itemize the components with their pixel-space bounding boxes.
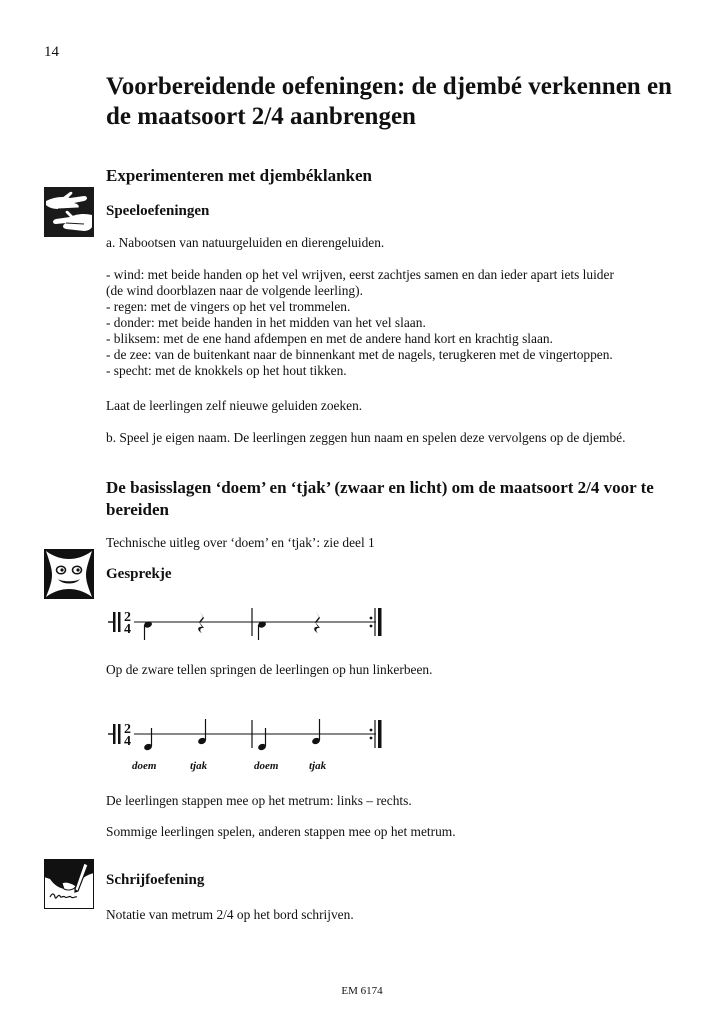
sound-line: - regen: met de vingers op het vel trommelen. bbox=[106, 299, 351, 314]
footer-code: EM 6174 bbox=[341, 985, 383, 997]
label-tjak: tjak bbox=[309, 760, 327, 772]
closing-text: Laat de leerlingen zelf nieuwe geluiden zoeken. bbox=[106, 398, 363, 413]
schrijfoefening-text: Notatie van metrum 2/4 op het bord schrijven. bbox=[106, 907, 354, 922]
time-signature-top: 2 bbox=[124, 610, 131, 625]
talking-face-icon bbox=[44, 549, 94, 599]
after-staff2-text-2: Sommige leerlingen spelen, anderen stappen mee op het metrum. bbox=[106, 824, 456, 839]
sound-line: - specht: met de knokkels op het hout tikken. bbox=[106, 363, 347, 378]
percussion-clef-bar bbox=[113, 612, 116, 632]
page-title: Voorbereidende oefeningen: de djembé verkennen en de maatsoort 2/4 aanbrengen bbox=[106, 73, 672, 130]
section-title-basisslagen: De basisslagen ‘doem’ en ‘tjak’ (zwaar en licht) om de maatsoort 2/4 voor te bereiden bbox=[106, 478, 654, 519]
percussion-clef-bar bbox=[113, 724, 116, 744]
sound-line: - bliksem: met de ene hand afdempen en met de andere hand kort en krachtig slaan. bbox=[106, 331, 553, 346]
sound-list bbox=[106, 267, 614, 379]
writing-hand-icon bbox=[44, 859, 94, 909]
time-signature-bottom: 4 bbox=[124, 734, 131, 749]
subheading-speeloefeningen: Speeloefeningen bbox=[106, 203, 210, 219]
technical-note: Technische uitleg over ‘doem’ en ‘tjak’: zie deel 1 bbox=[106, 535, 375, 550]
after-staff1-text: Op de zware tellen springen de leerlingen op hun linkerbeen. bbox=[106, 662, 433, 677]
sound-line: - donder: met beide handen in het midden van het vel slaan. bbox=[106, 315, 426, 330]
repeat-dot bbox=[370, 625, 373, 628]
percussion-clef-bar bbox=[118, 724, 121, 744]
repeat-dot bbox=[370, 729, 373, 732]
subheading-schrijfoefening: Schrijfoefening bbox=[106, 872, 205, 888]
after-staff2-text-1: De leerlingen stappen mee op het metrum: links – rechts. bbox=[106, 793, 412, 808]
label-doem: doem bbox=[132, 760, 157, 772]
rhythm-staff-2 bbox=[104, 714, 394, 776]
final-barline bbox=[378, 720, 382, 748]
intro-text: a. Nabootsen van natuurgeluiden en dierengeluiden. bbox=[106, 235, 385, 250]
label-doem: doem bbox=[254, 760, 279, 772]
label-tjak: tjak bbox=[190, 760, 208, 772]
rhythm-staff-1 bbox=[104, 600, 394, 644]
part-b-text: b. Speel je eigen naam. De leerlingen zeggen hun naam en spelen deze vervolgens op de djembé. bbox=[106, 430, 626, 445]
hands-drumming-icon bbox=[44, 187, 94, 237]
subheading-gesprekje: Gesprekje bbox=[106, 566, 172, 582]
percussion-clef-bar bbox=[118, 612, 121, 632]
time-signature-top: 2 bbox=[124, 722, 131, 737]
sound-line: (de wind doorblazen naar de volgende leerling). bbox=[106, 283, 363, 298]
final-barline bbox=[378, 608, 382, 636]
repeat-dot bbox=[370, 737, 373, 740]
sound-line: - wind: met beide handen op het vel wrijven, eerst zachtjes samen en dan ieder apart iets luider bbox=[106, 267, 614, 282]
time-signature-bottom: 4 bbox=[124, 622, 131, 637]
repeat-dot bbox=[370, 617, 373, 620]
sound-line: - de zee: van de buitenkant naar de binnenkant met de nagels, terugkeren met de vingertoppen. bbox=[106, 347, 613, 362]
page-number: 14 bbox=[44, 44, 59, 60]
section-title-experimenteren: Experimenteren met djembéklanken bbox=[106, 166, 372, 185]
